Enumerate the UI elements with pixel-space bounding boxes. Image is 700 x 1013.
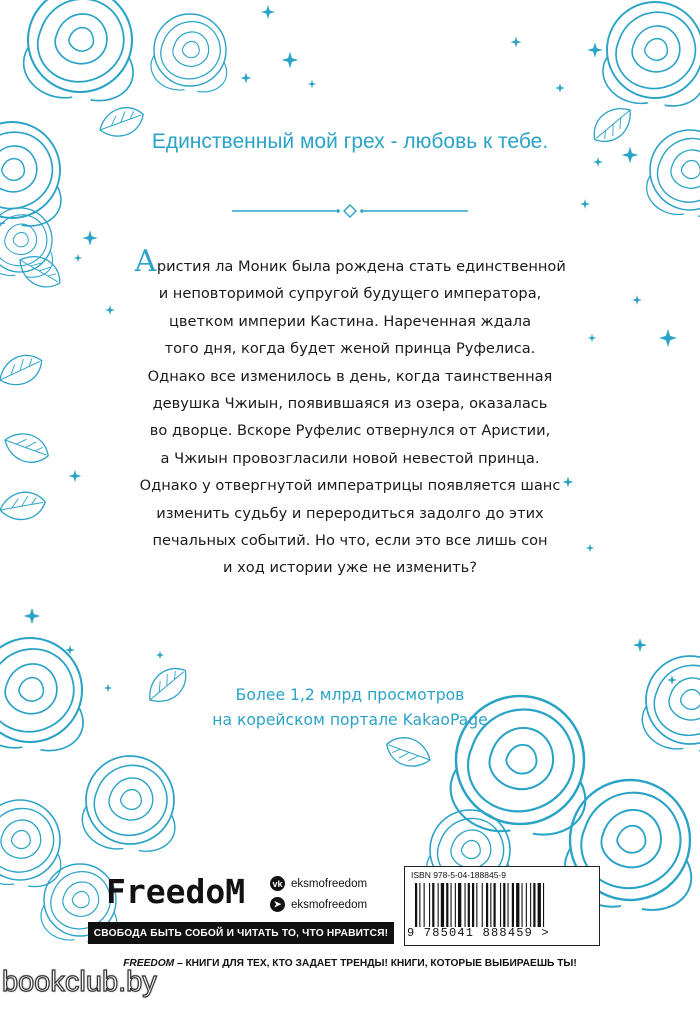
slogan-banner: СВОБОДА БЫТЬ СОБОЙ И ЧИТАТЬ ТО, ЧТО НРАВИТСЯ!: [88, 922, 394, 944]
drop-cap: А: [134, 244, 157, 279]
synopsis-line: во дворце. Вскоре Руфелис отвернулся от Аристии,: [149, 422, 551, 440]
synopsis-text: [100, 244, 600, 582]
synopsis-line: печальных событий. Но что, если это все лишь сон: [152, 532, 548, 550]
synopsis-line: и ход истории уже не изменить?: [223, 559, 477, 577]
tagline: Единственный мой грех - любовь к тебе.: [151, 130, 549, 153]
synopsis-line: изменить судьбу и переродиться задолго до этих: [156, 504, 544, 522]
barcode-box: [404, 866, 600, 946]
promo-line-1: Более 1,2 млрд просмотров: [235, 686, 465, 704]
promo-block: [0, 683, 700, 733]
social-vk[interactable]: [270, 876, 367, 891]
social-handle: eksmofreedom: [291, 877, 368, 890]
synopsis-line: девушка Чжиын, появившаяся из озера, оказалась: [152, 395, 548, 413]
freedom-logo: FreedoM: [106, 872, 246, 911]
barcode-icon: [415, 883, 591, 927]
telegram-icon: ➤: [270, 897, 285, 912]
vk-icon: vk: [270, 876, 285, 891]
watermark: bookclub.by: [2, 966, 157, 998]
synopsis-line: Однако все изменилось в день, когда таинственная: [147, 367, 553, 385]
social-handle: eksmofreedom: [291, 898, 368, 911]
barcode-digits: 9 785041 888459 >: [407, 926, 550, 940]
ornament-divider: [232, 203, 468, 219]
synopsis-line: а Чжиын провозгласили новой невестой принца.: [160, 449, 540, 467]
isbn-label: ISBN 978-5-04-188845-9: [411, 870, 506, 880]
social-telegram[interactable]: [270, 897, 367, 912]
footer-brand: FREEDOM: [123, 958, 175, 969]
synopsis-line: ристия ла Моник была рождена стать единственной: [156, 258, 566, 275]
footer-text: – КНИГИ ДЛЯ ТЕХ, КТО ЗАДАЕТ ТРЕНДЫ! КНИГИ, КОТОРЫЕ ВЫБИРАЕШЬ ТЫ!: [174, 958, 577, 969]
synopsis-line: и неповторимой супругой будущего императора,: [158, 285, 542, 303]
synopsis-line: того дня, когда будет женой принца Руфелиса.: [164, 340, 536, 358]
synopsis-line: цветком империи Кастина. Нареченная ждала: [168, 312, 532, 330]
synopsis-line: Однако у отвергнутой императрицы появляется шанс: [139, 477, 561, 495]
promo-line-2: на корейском портале KakaoPage: [212, 711, 488, 729]
